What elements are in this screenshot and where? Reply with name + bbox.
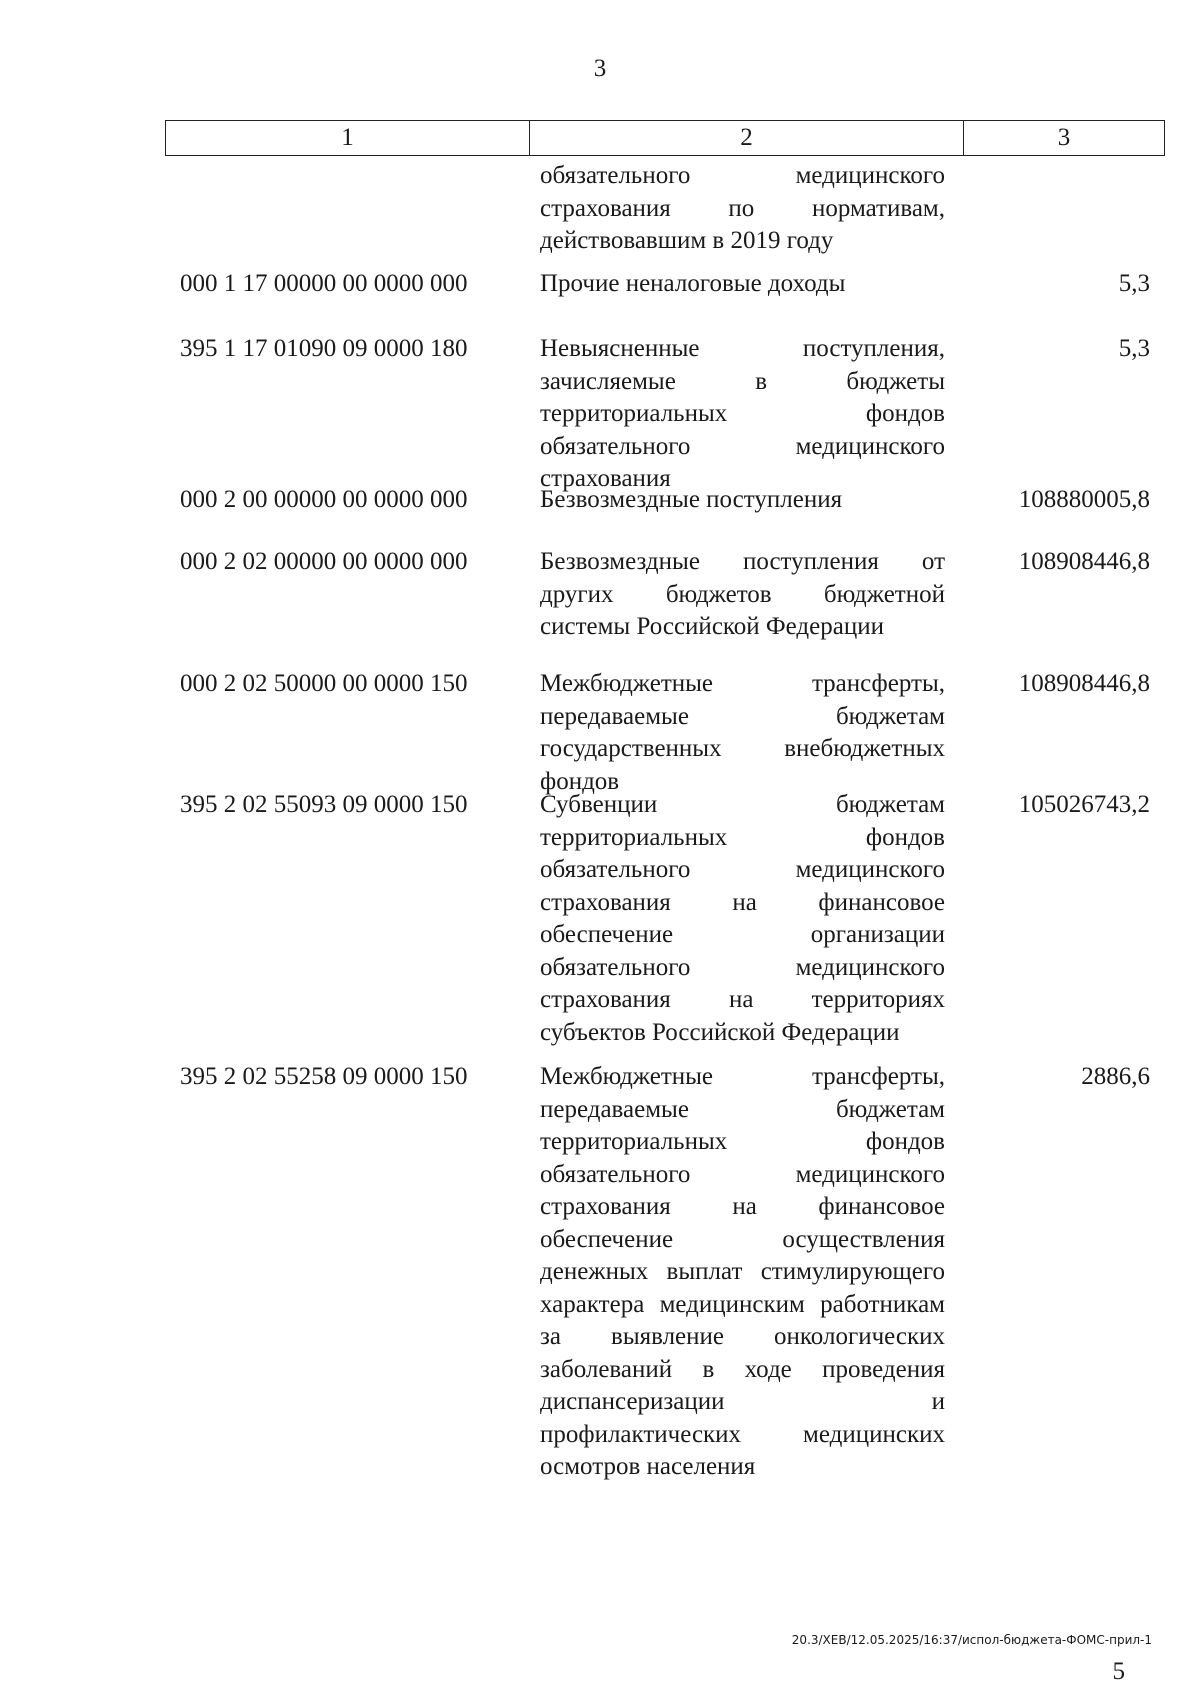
footer-stamp: 20.3/ХЕВ/12.05.2025/16:37/испол-бюджета-ФОМС-прил-1 [791,1633,1152,1647]
row-description: Межбюджетные трансферты, передаваемые бюджетам государственных внебюджетных фондов [540,670,945,795]
row-description: Невыясненные поступления, зачисляемые в бюджеты территориальных фондов обязательного медицинского страхования [540,335,945,492]
row-value: 5,3 [1118,270,1150,297]
row-value: 108908446,8 [1018,670,1150,697]
row-description: Безвозмездные поступления [540,486,843,513]
row-value: 2886,6 [1081,1063,1150,1090]
row-description: Безвозмездные поступления от других бюджетов бюджетной системы Российской Федерации [540,548,945,640]
row-description: Межбюджетные трансферты, передаваемые бюджетам территориальных фондов обязательного медицинского страхования на финансовое обеспечение осуществления денежных выплат стимулирующего характера медицинским работникам за выявление онкологических заболеваний в ходе проведения диспансеризации и профилактических медицинских осмотров населения [540,1063,945,1480]
row-code: 000 2 02 00000 00 0000 000 [180,548,468,575]
row-value: 108908446,8 [1018,548,1150,575]
row-description: Прочие неналоговые доходы [540,270,846,297]
row-description: Субвенции бюджетам территориальных фондов обязательного медицинского страхования на финансовое обеспечение организации обязательного медицинского страхования на территориях субъектов Российской Федерации [540,791,945,1046]
row-value: 5,3 [1118,335,1150,362]
row-code: 000 2 02 50000 00 0000 150 [180,670,468,697]
row-code: 395 2 02 55258 09 0000 150 [180,1063,468,1090]
row-code: 000 2 00 00000 00 0000 000 [180,486,468,513]
row-value: 108880005,8 [1018,486,1150,513]
row-code: 395 1 17 01090 09 0000 180 [180,335,468,362]
sheet-number: 5 [1112,1658,1125,1685]
header-col-1: 1 [166,121,530,155]
row-code: 000 1 17 00000 00 0000 000 [180,270,468,297]
page-number: 3 [593,55,607,82]
continuation-text: обязательного медицинского страхования по нормативам, действовавшим в 2019 году [540,162,945,254]
table-header [165,120,1165,156]
header-col-3: 3 [1057,124,1071,151]
header-col-2: 2 [530,121,964,155]
row-value: 105026743,2 [1018,791,1150,818]
row-code: 395 2 02 55093 09 0000 150 [180,791,468,818]
